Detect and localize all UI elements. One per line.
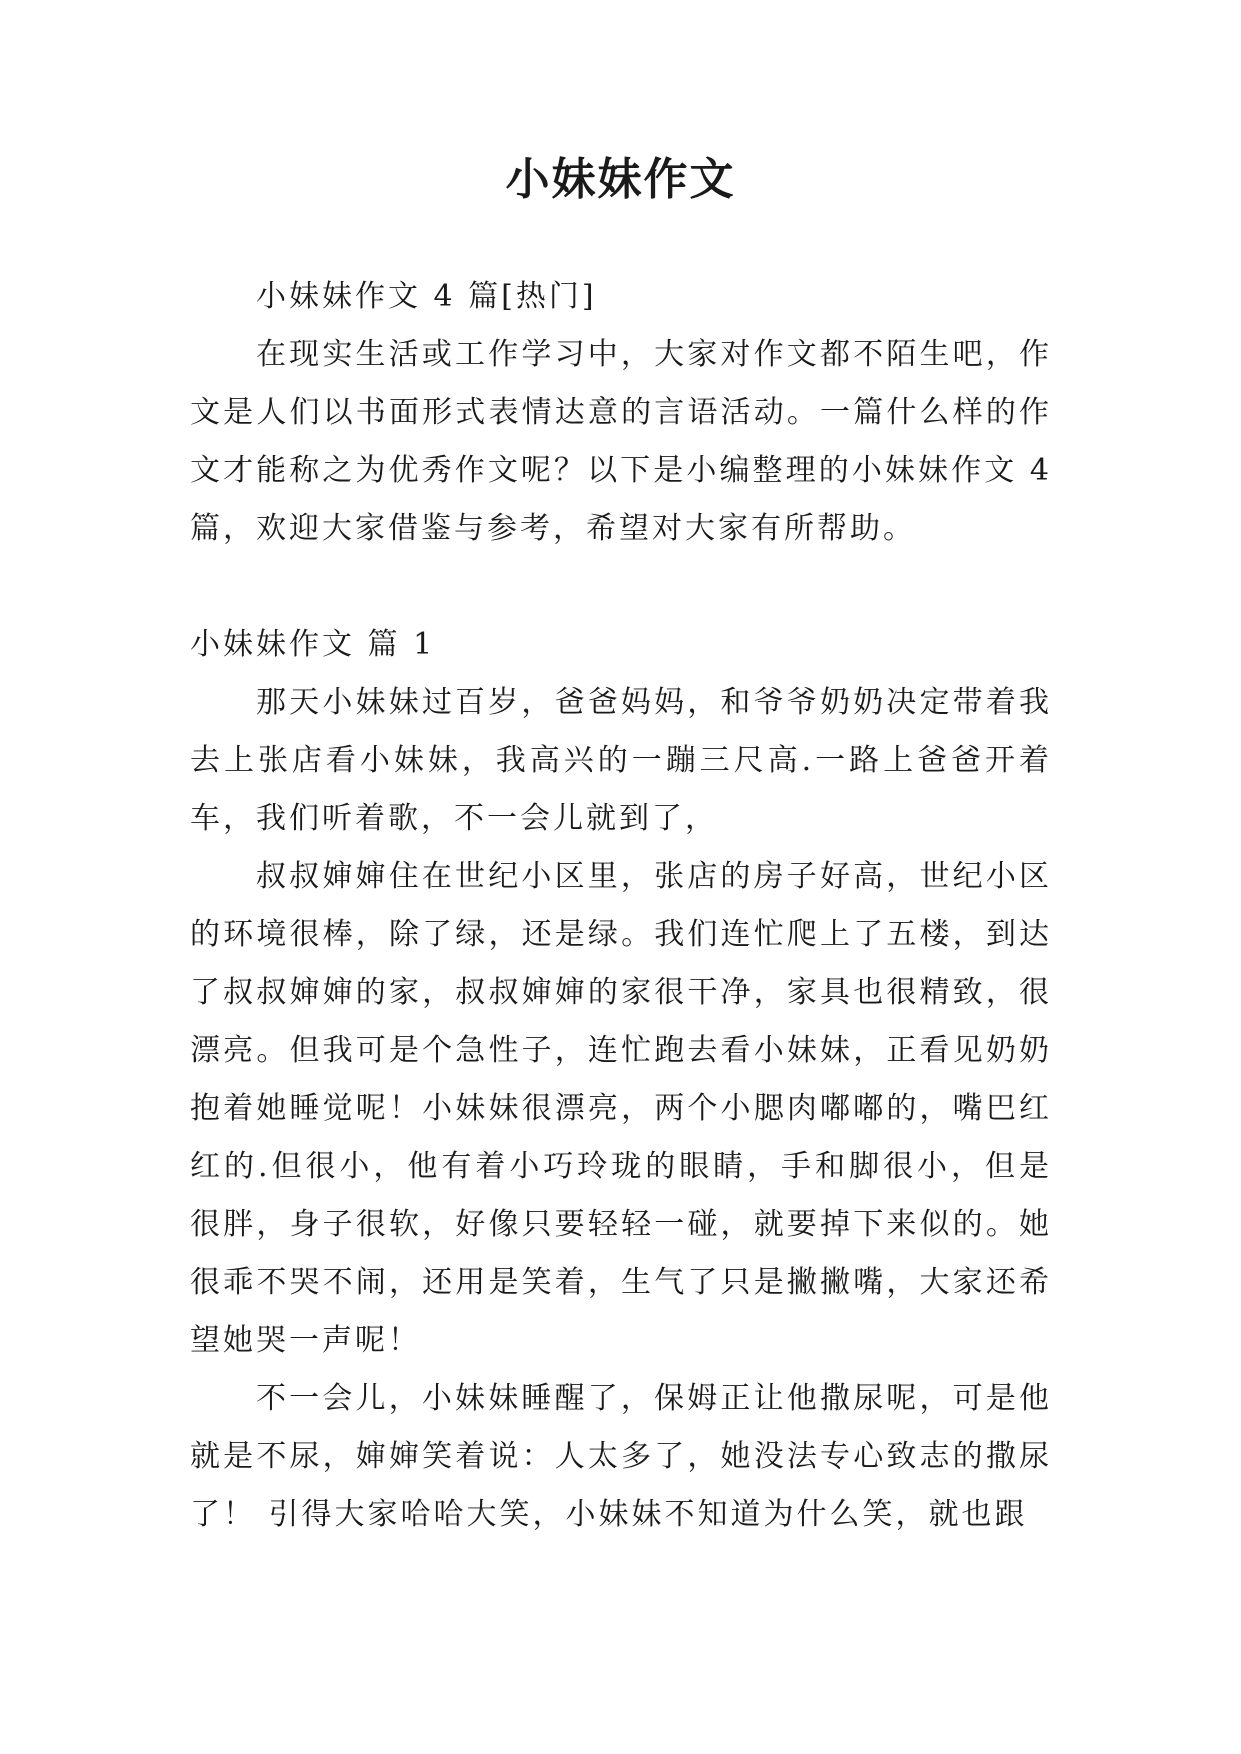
body-paragraph-3: 不一会儿，小妹妹睡醒了，保姆正让他撒尿呢，可是他就是不尿，婶婶笑着说：人太多了，她没法专心致志的撒尿了！ 引得大家哈哈大笑，小妹妹不知道为什么笑，就也跟 <box>190 1381 1052 1532</box>
body-paragraph-2: 叔叔婶婶住在世纪小区里，张店的房子好高，世纪小区的环境很棒，除了绿，还是绿。我们连忙爬上了五楼，到达了叔叔婶婶的家，叔叔婶婶的家很干净，家具也很精致，很漂亮。但我可是个急性子，连忙跑去看小妹妹，正看见奶奶抱着她睡觉呢！小妹妹很漂亮，两个小腮肉嘟嘟的，嘴巴红红的.但很小，他有着小巧玲珑的眼睛，手和脚很小，但是很胖，身子很软，好像只要轻轻一碰，就要掉下来似的。她很乖不哭不闹，还用是笑着，生气了只是撇撇嘴，大家还希望她哭一声呢！ <box>190 859 1052 1358</box>
section-heading: 小妹妹作文 篇 1 <box>190 627 436 662</box>
body-paragraph-1: 那天小妹妹过百岁，爸爸妈妈，和爷爷奶奶决定带着我去上张店看小妹妹，我高兴的一蹦三尺高.一路上爸爸开着车，我们听着歌，不一会儿就到了， <box>190 685 1052 836</box>
document-body <box>190 268 1052 1544</box>
document-title: 小妹妹作文 <box>505 154 736 205</box>
document-subtitle: 小妹妹作文 4 篇[热门] <box>256 279 597 314</box>
intro-paragraph: 在现实生活或工作学习中，大家对作文都不陌生吧，作文是人们以书面形式表情达意的言语活动。一篇什么样的作文才能称之为优秀作文呢？以下是小编整理的小妹妹作文 4 篇，欢迎大家借鉴与参考，希望对大家有所帮助。 <box>190 337 1052 546</box>
